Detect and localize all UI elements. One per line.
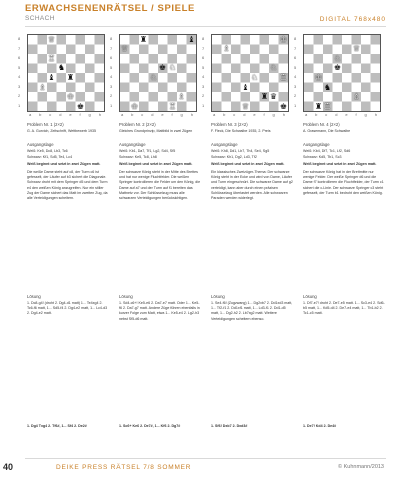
solution-text: 1. Df7-e7! droht 2. De7-e5 matt. 1... Sc3-e4 2. Sd6-b5 matt, 1... Kd5-d4 2. De7-e4 matt, 1... Tb1-b2 2. Tc1-c5 matt.	[303, 301, 385, 316]
problem-task: Weiß beginnt und setzt in zwei Zügen matt.	[211, 162, 285, 166]
black-king-icon: ♚	[158, 63, 167, 72]
problem-column-3	[202, 34, 295, 444]
board-file-labels: a b c d e f g h	[28, 112, 101, 117]
problem-column-2	[110, 34, 203, 444]
problem-source: Gleiches Grundprinzip, Mattbild in zwei Zügen	[119, 129, 193, 133]
problem-source: A. Grasemann, Die Schwalbe	[303, 129, 351, 133]
solution-text: 1. Dc8-g4! (droht 2. Dg4-d1 matt) 1... Te4xg4 2. Tc6-f6 matt, 1... Sd5-f4 2. Dg4-e2 matt, 1... Lc4-d3 2. Dg4-e2 matt.	[27, 301, 108, 316]
problem-task: Weiß beginnt und setzt in zwei Zügen matt.	[119, 162, 193, 166]
board-file-labels: a b c d e f g h	[304, 112, 377, 117]
white-bishop-icon: ♗	[177, 92, 186, 101]
white-pieces: Weiß: Kh8, Dd1, Lb7, Th4, Se4, Sg5	[211, 149, 270, 153]
black-bishop-icon: ♝	[241, 83, 250, 92]
copyright: © Kuhnmann/2013	[338, 464, 384, 470]
white-knight-icon: ♘	[269, 63, 278, 72]
header-divider	[25, 26, 386, 27]
black-king-icon: ♚	[333, 63, 342, 72]
position-label: Ausgangslage	[303, 142, 330, 147]
black-bishop-icon: ♝	[187, 35, 196, 44]
white-bishop-icon: ♗	[222, 44, 231, 53]
solution-final: 1. Dg4 Txg4 2. Tf6#, 1... Sf4 2. De2#	[27, 424, 87, 428]
solution-label: Lösung	[303, 294, 317, 299]
black-rook-icon: ♜	[314, 102, 323, 111]
black-rook-icon: ♜	[66, 73, 75, 82]
board-rank-labels: 8 7 6 5 4 3 2 1	[202, 36, 205, 108]
white-pieces: Weiß: Kb4, Df7, Tc1, Lf2, Sd6	[303, 149, 351, 153]
white-knight-icon: ♘	[333, 54, 342, 63]
white-bishop-icon: ♗	[38, 83, 47, 92]
black-rook-icon: ♜	[139, 35, 148, 44]
page-number: 40	[3, 462, 14, 472]
magazine-name: DEIKE PRESS RÄTSEL 7/8 SOMMER	[56, 464, 192, 471]
problem-number: Problem Nr. 3 (2×2)	[211, 122, 248, 127]
white-pieces: Weiß: Kb1, Da7, Tf1, Lg2, Sd4, Sf5	[119, 149, 176, 153]
section-title: ERWACHSENENRÄTSEL / SPIELE	[25, 3, 195, 14]
black-king-icon: ♚	[279, 102, 288, 111]
black-queen-icon: ♛	[269, 92, 278, 101]
problem-column-1	[18, 34, 111, 444]
board-rank-labels: 8 7 6 5 4 3 2 1	[110, 36, 113, 108]
problem-column-4	[294, 34, 387, 444]
solution-final: 1. Sc6+ Ke6 2. De7#, 1... Kf6 2. Dg7#	[119, 424, 181, 428]
problem-body: Ein klassisches Zweizüger-Thema: Der schwarze König steht in der Ecke und wird von Dame, Läufer und Turm eingeschnürt. Die schwarze Dame auf g2 verteidigt, kann aber durch einen präzisen Schlüsselzug überlastet werden. Alle schwarzen Paraden werden widerlegt.	[211, 170, 293, 201]
board-rank-labels: 8 7 6 5 4 3 2 1	[18, 36, 21, 108]
black-pieces: Schwarz: Kf1, Sd5, Te4, Lc4	[27, 155, 73, 159]
black-bishop-icon: ♝	[47, 73, 56, 82]
black-knight-icon: ♞	[57, 63, 66, 72]
black-king-icon: ♚	[76, 102, 85, 111]
white-pieces: Weiß: Ke5, Dc8, Lb3, Tc6	[27, 149, 68, 153]
problem-source: F. Fleck, Die Schwalbe 1935, 2. Preis	[211, 129, 271, 133]
black-rook-icon: ♜	[260, 92, 269, 101]
problem-columns	[18, 34, 386, 444]
black-knight-icon: ♞	[323, 83, 332, 92]
board-file-labels: a b c d e f g h	[212, 112, 285, 117]
problem-task: Weiß beginnt und setzt in zwei Zügen matt.	[303, 162, 377, 166]
solution-text: 1. Sd4-c6+! Ke5-e6 2. Da7-e7 matt. Oder 1... Ke5-f6 2. Da7-g7 matt. Andere Züge führen ebenfalls in kurzer Folge zum Matt, etwa 1... Ke5-e4 2. Lg2-h3 nebst Sf5-d6 matt.	[119, 301, 200, 321]
problem-body: Der schwarze König hat in der Brettmitte nur wenige Felder. Der weiße Springer d6 und die Dame f7 kontrollieren die Fluchtfelder, der Turm c1 sichert die c-Linie. Der schwarze Springer c3 steht gefesselt, der Turm b1 bedroht den weißen König.	[303, 170, 384, 195]
white-knight-icon: ♘	[168, 63, 177, 72]
white-rook-icon: ♖	[323, 102, 332, 111]
section-subtitle: SCHACH	[25, 15, 55, 22]
position-label: Ausgangslage	[27, 142, 54, 147]
chess-board-1	[27, 34, 105, 112]
white-queen-icon: ♕	[241, 102, 250, 111]
white-rook-icon: ♖	[168, 102, 177, 111]
solution-final: 1. De7! Kd4 2. De4#	[303, 424, 337, 428]
white-king-icon: ♔	[314, 73, 323, 82]
white-king-icon: ♔	[279, 35, 288, 44]
chess-board-3	[211, 34, 289, 112]
position-label: Ausgangslage	[211, 142, 238, 147]
white-rook-icon: ♖	[279, 73, 288, 82]
edition-label: DIGITAL 768x480	[319, 16, 386, 23]
white-king-icon: ♔	[130, 102, 139, 111]
white-queen-icon: ♕	[47, 35, 56, 44]
page-header	[0, 0, 400, 27]
chess-board-2	[119, 34, 197, 112]
problem-number: Problem Nr. 1 (2×2)	[27, 122, 64, 127]
problem-number: Problem Nr. 2 (2×2)	[119, 122, 156, 127]
solution-label: Lösung	[119, 294, 133, 299]
black-pieces: Schwarz: Ke5, Tc8, Lh8	[119, 155, 157, 159]
board-rank-labels: 8 7 6 5 4 3 2 1	[294, 36, 297, 108]
white-queen-icon: ♕	[120, 44, 129, 53]
problem-task: Weiß beginnt und setzt in zwei Zügen matt.	[27, 162, 101, 166]
problem-number: Problem Nr. 4 (2×2)	[303, 122, 340, 127]
footer-divider	[25, 458, 386, 459]
problem-body: Die weiße Dame steht auf c8, der Turm c6 ist gefesselt, der Läufer auf b3 sichert die Diagonale. Schwarz droht mit dem Springer d5 und dem Turm e4 den weißen König anzugreifen. Nur ein stiller Zug der Dame sichert das Matt im zweiten Zug, da alle Verteidigungen scheitern.	[27, 170, 108, 201]
problem-source: G. A. Gurvich, Zeitschrift, Wettbewerb 1935	[27, 129, 97, 133]
board-file-labels: a b c d e f g h	[120, 112, 193, 117]
black-pieces: Schwarz: Kd5, Tb1, Sc3	[303, 155, 342, 159]
white-queen-icon: ♕	[352, 44, 361, 53]
page-footer	[0, 458, 400, 477]
white-bishop-icon: ♗	[352, 92, 361, 101]
black-pieces: Schwarz: Kh1, Dg2, Ld3, Tf2	[211, 155, 257, 159]
position-label: Ausgangslage	[119, 142, 146, 147]
white-knight-icon: ♘	[250, 73, 259, 82]
chess-board-4	[303, 34, 381, 112]
solution-label: Lösung	[211, 294, 225, 299]
solution-text: 1. Se4-f6! (Zugzwang) 1... Dg2xb7 2. Dd1xd3 matt, 1... Tf2-f1 2. Dd1xf1 matt, 1... Ld3-f1 2. Dd1-d5 matt, 1... Dg2-h2 2. Lb7xg2 matt. Weitere Verteidigungen scheitern ebenso.	[211, 301, 293, 321]
problem-body: Der schwarze König steht in der Mitte des Brettes und hat nur wenige Fluchtfelder. Die weißen Springer kontrollieren die Felder um den König, die Dame auf a7 und der Turm auf f1 bereiten das Mattnetz vor. Der Schlüsselzug muss alle schwarzen Verteidigungen berücksichtigen.	[119, 170, 201, 201]
solution-final: 1. Sf6! Dxb7 2. Dxd3#	[211, 424, 248, 428]
white-knight-icon: ♘	[149, 73, 158, 82]
white-king-icon: ♔	[66, 92, 75, 101]
white-rook-icon: ♖	[47, 54, 56, 63]
solution-label: Lösung	[27, 294, 41, 299]
